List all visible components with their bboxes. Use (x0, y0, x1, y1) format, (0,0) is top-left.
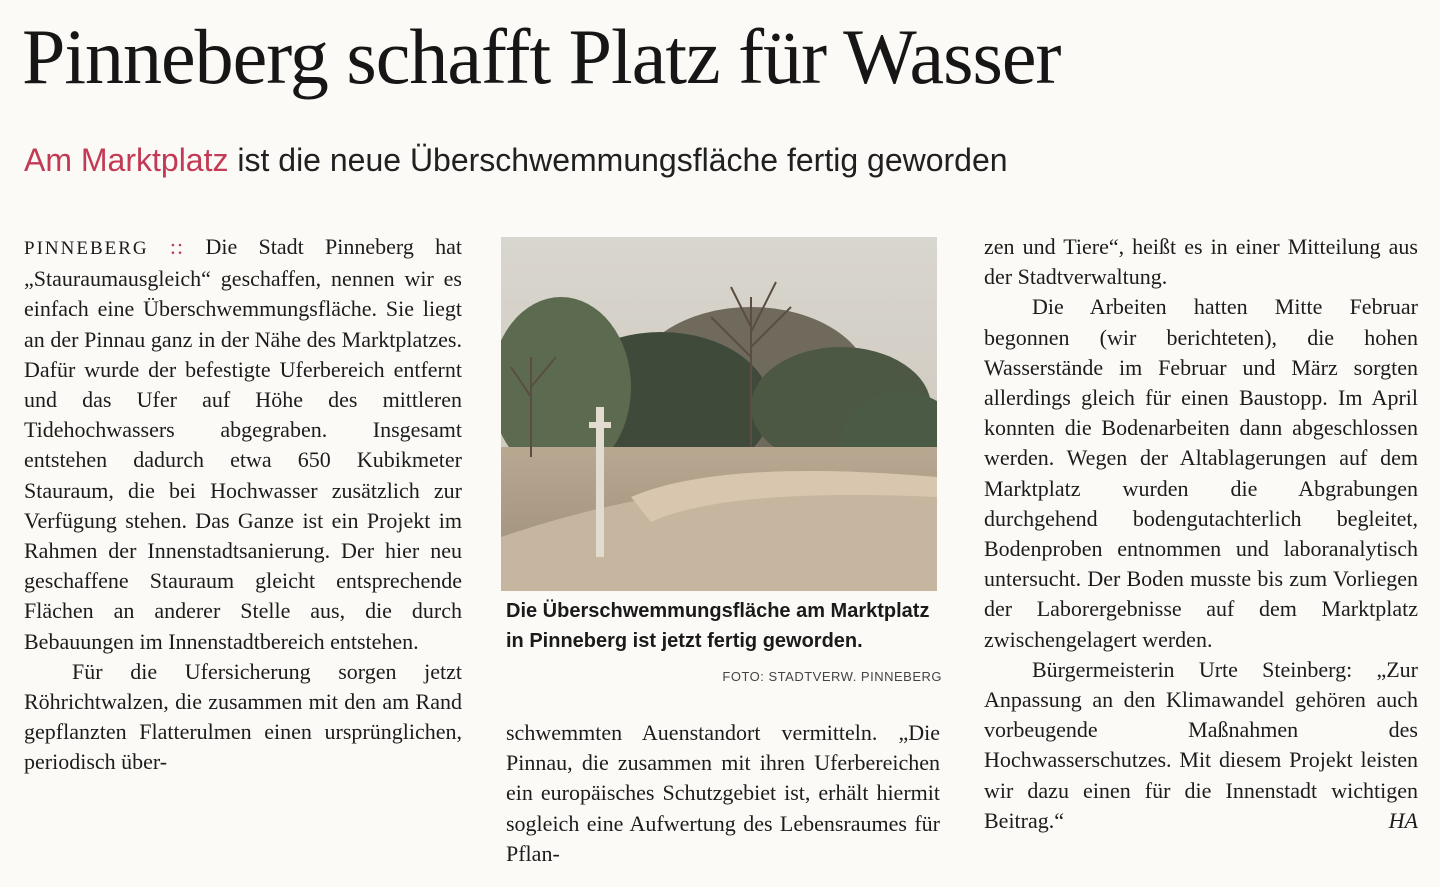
paragraph-3: schwemmten Auenstandort vermitteln. „Die Pinnau, die zusammen mit ihren Uferbereichen ein europäisches Schutzgebiet ist, erhält hiermit sogleich eine Aufwertung des Lebensraumes für Pflan- (506, 720, 940, 866)
paragraph-1-text: Die Stadt Pinneberg hat „Stauraumausgleich“ geschaffen, nennen wir es einfach eine Überschwemmungsfläche. Sie liegt an der Pinnau ganz in der Nähe des Marktplatzes. Dafür wurde der befestigte Uferbereich entfernt und das Ufer auf Höhe des mittleren Tidehochwassers abgegraben. Insgesamt entstehen dadurch etwa 650 Kubikmeter Stauraum, die bei Hochwasser zusätzlich zur Verfügung stehen. Das Ganze ist ein Projekt im Rahmen der Innenstadtsanierung. Der hier neu geschaffene Stauraum gleicht entsprechende Flächen an anderer Stelle aus, die durch Bebauungen im Innenstadtbereich entstehen. (24, 234, 463, 654)
dateline: PINNEBERG (24, 238, 149, 259)
subheadline-rest: ist die neue Überschwemmungsfläche fertig geworden (228, 142, 1008, 178)
article-column-1 (24, 232, 462, 778)
caption-text: Die Überschwemmungsfläche am Marktplatz in Pinneberg ist jetzt fertig geworden. (506, 600, 930, 652)
quote-text: Bürgermeisterin Urte Steinberg: „Zur Anpassung an den Klimawandel gehören auch vorbeugende Maßnahmen des Hochwasserschutzes. Mit diesem Projekt leisten wir dazu einen für die Innenstadt wichtigen Beitrag.“ (984, 656, 1418, 833)
photo-caption (506, 597, 942, 692)
author-initials: HA (1388, 807, 1418, 833)
paragraph-6 (984, 655, 1418, 836)
paragraph-5: Die Arbeiten hatten Mitte Februar begonnen (wir berichteten), die hohen Wasserstände im Februar und März sorgten allerdings gleich für einen Baustopp. Im April konnten die Bodenarbeiten dann abgeschlossen werden. Wegen der Altablagerungen auf dem Marktplatz wurden die Abgrabungen durchgehend bodengutachterlich begleitet, Bodenproben entnommen und laboranalytisch untersucht. Der Boden musste bis zum Vorliegen der Laborergebnisse auf dem Marktplatz zwischengelagert werden. (984, 294, 1418, 652)
subheadline (24, 140, 1008, 180)
paragraph-1 (24, 232, 462, 657)
article-column-3 (984, 232, 1418, 836)
photo-credit: FOTO: STADTVERW. PINNEBERG (722, 669, 942, 684)
paragraph-4: zen und Tiere“, heißt es in einer Mitteilung aus der Stadtverwaltung. (984, 234, 1418, 290)
headline: Pinneberg schafft Platz für Wasser (22, 13, 1061, 100)
article-column-2 (506, 718, 940, 869)
dateline-separator: :: (169, 234, 185, 259)
article-photo (501, 237, 937, 591)
paragraph-2: Für die Ufersicherung sorgen jetzt Röhrichtwalzen, die zusammen mit den am Rand gepflanzten Flatterulmen einen ursprünglichen, periodisch über- (24, 658, 462, 775)
subheadline-highlight: Am Marktplatz (24, 142, 229, 178)
photo-illustration (501, 237, 937, 591)
